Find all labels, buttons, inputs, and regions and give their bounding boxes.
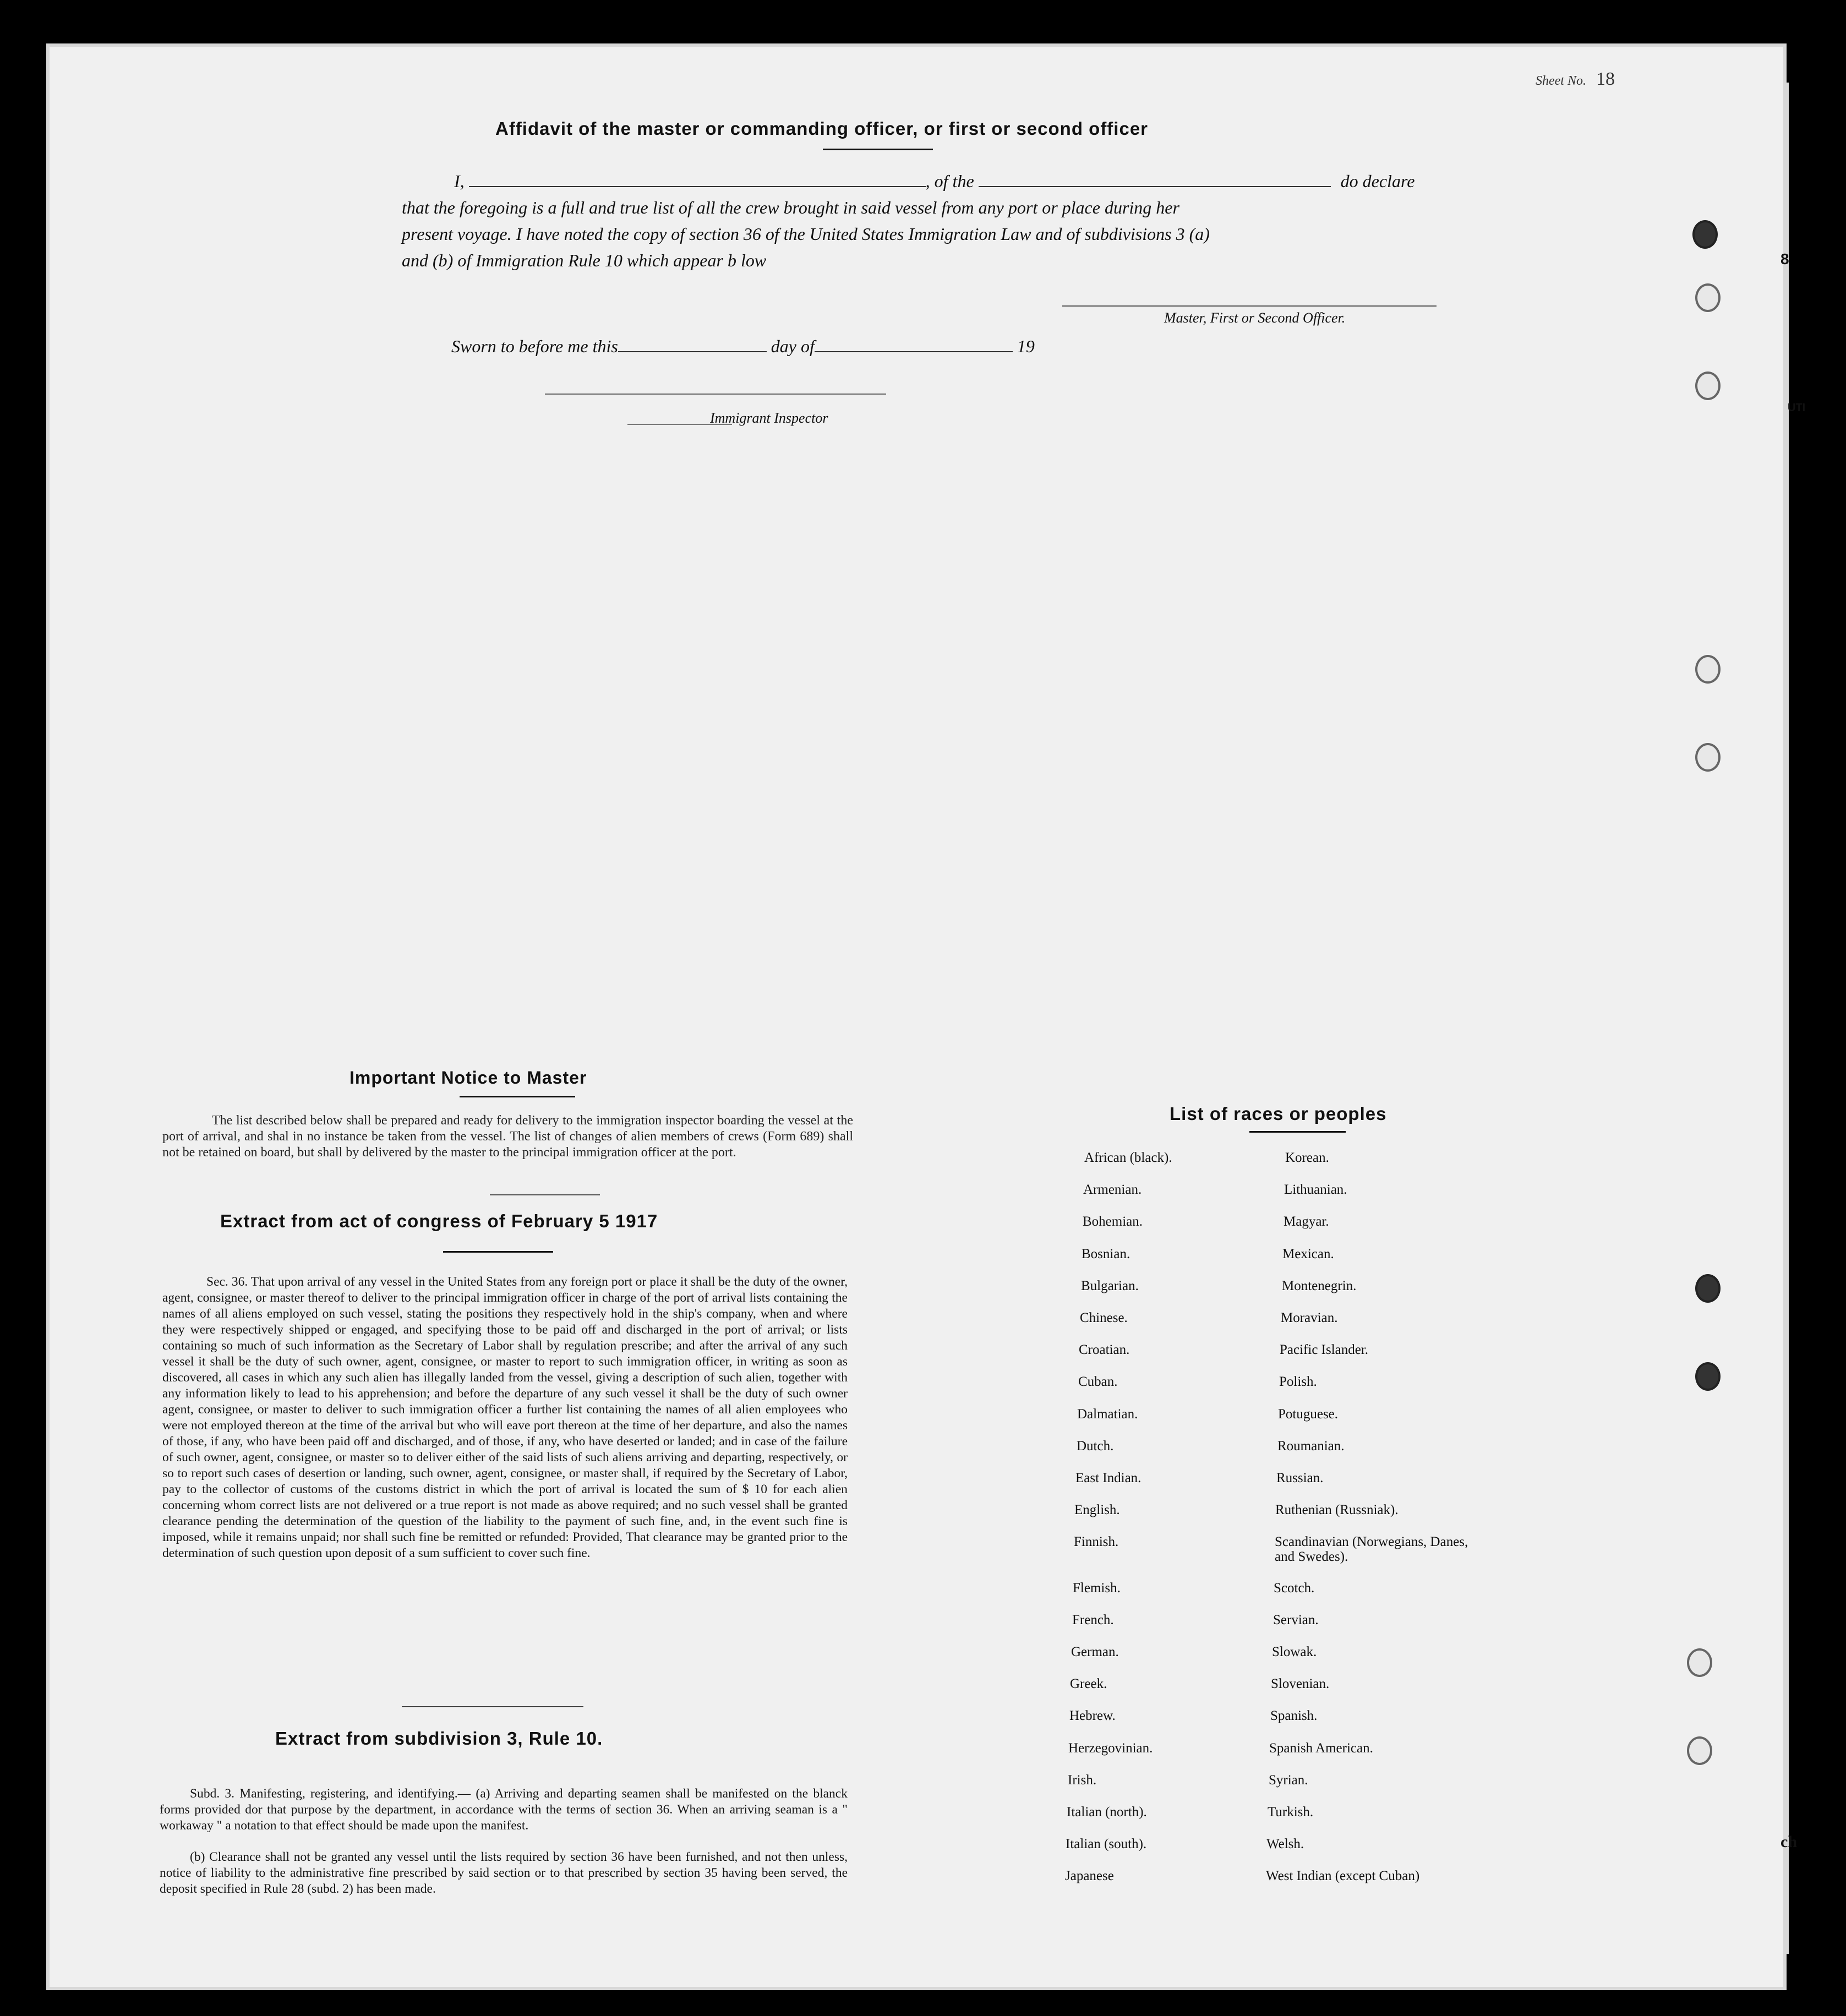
race-item: Japanese (1065, 1869, 1114, 1884)
extract-act-text: Sec. 36. That upon arrival of any vessel in the United States from any foreign port or place it shall be the duty of the owner, agent, consignee, or master thereof to deliver to the principal immigration officer in charge of the port of arrival lists containing the names of all aliens employed on such vessel, stating the positions they respectively hold in the ship's company, when and where they were respectively shipped or engaged, and specifying those to be paid off and discharged in the port of arrival; or lists containing so much of such information as the Secretary of Labor shall by regulation prescribe; and after the arrival of any such vessel it shall be the duty of such owner, agent, consignee, or master to report to such immigration officer, in writing as soon as discovered, all cases in which any such alien has illegally landed from the vessel, giving a description of such alien, together with any information likely to lead to his apprehension; and before the departure of any such vessel it shall be the duty of such owner agent, consignee, or master to deliver to such immigration officer a further list containing the names of all alien employees who were not employed thereon at the time of the arrival but who will eave port thereon at the time of her departure, and also the names of those, if any, who have been paid off and discharged, and of those, if any, who have deserted or landed; and in case of the failure of such owner, agent, consignee, or master so to deliver either of the said lists of such aliens arriving and departing, respectively, or so to report such cases of desertion or landing, such owner, agent, consignee, or master shall, if required by the Secretary of Labor, pay to the collector of customs of the customs district in which the port of arrival is located the sum of $ 10 for each alien concerning whom correct lists are not delivered or a true report is not made as above required; and no such vessel shall be granted clearance pending the determination of the question of the liability to the payment of such fine, and, in the event such fine is imposed, while it remains unpaid; nor shall such fine be remitted or refunded: Provided, That clearance may be granted prior to the determination of such question upon deposit of a sum sufficient to cover such fine. (162, 1275, 848, 1560)
race-item: Magyar. (1284, 1214, 1329, 1230)
day-of-label: day of (771, 336, 815, 356)
race-item: Bosnian. (1082, 1246, 1130, 1261)
edge-mark-1: 8 (1781, 250, 1789, 267)
race-item: Lithuanian. (1284, 1182, 1347, 1198)
year-label: 19 (1017, 336, 1035, 356)
race-item: Welsh. (1266, 1837, 1304, 1852)
edge-mark-3: ch (1781, 1833, 1797, 1851)
affidavit-declare: do declare (1340, 171, 1415, 191)
edge-mark-2: UTI (1788, 402, 1806, 414)
race-item: Pacific Islander. (1280, 1342, 1369, 1358)
race-item: Korean. (1285, 1150, 1329, 1165)
race-item: Dalmatian. (1077, 1406, 1138, 1422)
document-page (50, 47, 1806, 1987)
section-rule (490, 1194, 600, 1195)
extract-rule-title: Extract from subdivision 3, Rule 10. (275, 1728, 603, 1749)
sheet-number (1536, 69, 1615, 90)
binder-hole (1695, 1274, 1721, 1303)
race-item: Potuguese. (1278, 1406, 1339, 1422)
race-item: Italian (south). (1066, 1837, 1147, 1852)
race-item: Bohemian. (1083, 1214, 1143, 1230)
race-item: French. (1072, 1612, 1114, 1627)
race-item: Italian (north). (1067, 1805, 1147, 1820)
affidavit-line1 (402, 168, 1448, 194)
race-item: Scandinavian (Norwegians, Danes, and Swedes). (1275, 1534, 1468, 1565)
race-item: Moravian. (1281, 1310, 1338, 1325)
sheet-label: Sheet No. (1536, 74, 1586, 88)
extract-rule-para-a: Subd. 3. Manifesting, registering, and identifying.— (a) Arriving and departing seamen shall be manifested on the blanck forms provided dor that purpose by the department, in accordance with the terms of section 36. When an arriving seaman is a " workaway " a notation to that effect should be made upon the manifest. (160, 1786, 848, 1833)
race-item: Servian. (1273, 1612, 1319, 1627)
extract-rule-separator (402, 1706, 583, 1707)
race-item: Chinese. (1080, 1310, 1128, 1325)
race-item: Greek. (1070, 1676, 1107, 1692)
binder-hole (1692, 220, 1718, 249)
race-item: Spanish. (1270, 1708, 1318, 1724)
sworn-day-blank (618, 338, 767, 352)
race-item: East Indian. (1075, 1471, 1142, 1485)
binder-hole (1687, 1736, 1712, 1765)
race-item: Russian. (1276, 1471, 1324, 1485)
extract-act-title: Extract from act of congress of February 5 1917 (220, 1211, 658, 1231)
name-blank (469, 173, 926, 187)
race-item: Slovenian. (1271, 1676, 1330, 1692)
race-item: Roumanian. (1277, 1438, 1345, 1454)
race-item: Polish. (1279, 1374, 1317, 1390)
race-item: Irish. (1068, 1772, 1097, 1788)
race-item: Croatian. (1079, 1342, 1130, 1358)
race-item: Cuban. (1078, 1374, 1118, 1390)
sheet-number-value: 18 (1596, 69, 1615, 89)
races-title: List of races or peoples (1170, 1103, 1387, 1124)
binder-hole (1695, 1362, 1721, 1391)
race-item: African (black). (1084, 1150, 1172, 1165)
race-item: German. (1071, 1645, 1119, 1659)
affidavit-title: Affidavit of the master or commanding officer, or first or second officer (495, 118, 1149, 139)
affidavit-line3: present voyage. I have noted the copy of section 36 of the United States Immigration Law and of subdivisions 3 (a) (402, 224, 1210, 244)
inspector-line-1 (545, 394, 886, 395)
binder-hole (1695, 743, 1721, 772)
affidavit-line2: that the foregoing is a full and true list of all the crew brought in said vessel from any port or place during her (402, 198, 1179, 217)
extract-act-underline (443, 1251, 553, 1253)
extract-rule-para-b: (b) Clearance shall not be granted any vessel until the lists required by section 36 have been furnished, and not then unless, notice of liability to the administrative fine prescribed by said section or to that prescribed by section 35 having been served, the deposit specified in Rule 28 (subd. 2) has been made. (160, 1850, 848, 1896)
binder-hole (1695, 371, 1721, 400)
race-item: Armenian. (1083, 1182, 1142, 1198)
race-item: Spanish American. (1269, 1740, 1373, 1756)
binder-hole (1695, 655, 1721, 684)
race-item: Flemish. (1073, 1580, 1121, 1596)
affidavit-of-the: , of the (925, 171, 974, 191)
race-item: Dutch. (1077, 1438, 1114, 1454)
races-underline (1249, 1131, 1346, 1133)
race-item: Slowak. (1272, 1645, 1317, 1659)
vessel-blank (979, 173, 1331, 187)
race-item: Mexican. (1282, 1246, 1334, 1261)
sworn-line (402, 333, 1035, 359)
sworn-label: Sworn to before me this (451, 336, 618, 356)
race-item: Finnish. (1074, 1534, 1119, 1550)
race-item: English. (1074, 1503, 1120, 1518)
affidavit-line4: and (b) of Immigration Rule 10 which appear b low (402, 250, 767, 270)
binder-hole (1687, 1648, 1712, 1677)
race-item: Turkish. (1268, 1805, 1314, 1820)
title-underline (823, 149, 933, 150)
race-item: Bulgarian. (1081, 1278, 1139, 1293)
inspector-label: Immigrant Inspector (710, 410, 828, 426)
affidavit-i: I, (454, 171, 465, 191)
binder-hole (1695, 283, 1721, 312)
race-item: Scotch. (1274, 1580, 1315, 1596)
notice-underline (460, 1096, 575, 1097)
notice-text: The list described below shall be prepared and ready for delivery to the immigration inspector boarding the vessel at the port of arrival, and shal in no instance be taken from the vessel. The list of changes of alien members of crews (Form 689) shall not be retained on board, but shall by delivered by the master to the principal immigration officer at the port. (162, 1113, 853, 1160)
race-item: Hebrew. (1069, 1708, 1116, 1724)
race-item: Montenegrin. (1282, 1278, 1357, 1293)
notice-title: Important Notice to Master (349, 1068, 587, 1088)
sworn-month-blank (815, 338, 1013, 352)
master-signature-line (1062, 305, 1437, 307)
race-item: West Indian (except Cuban) (1266, 1869, 1420, 1884)
race-item: Ruthenian (Russniak). (1275, 1503, 1399, 1518)
race-item: Syrian. (1269, 1772, 1308, 1788)
race-item: Herzegovinian. (1068, 1740, 1153, 1756)
master-signature-label: Master, First or Second Officer. (1164, 310, 1346, 326)
